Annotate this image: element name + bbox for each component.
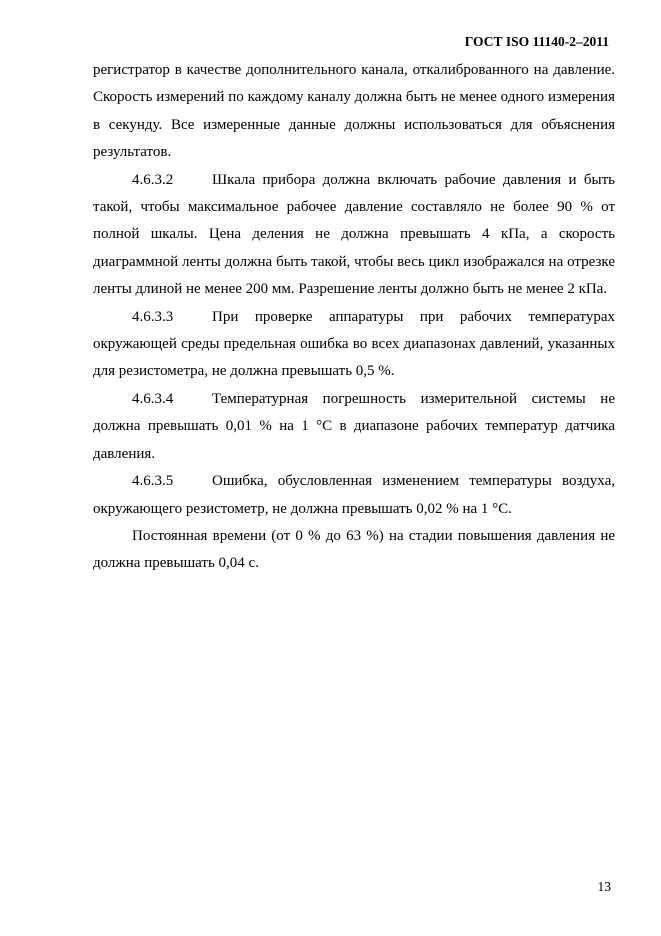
paragraph-continuation [93,57,615,167]
paragraph-text: Постоянная времени (от 0 % до 63 %) на стадии повышения давления не должна превышать 0,04 с. [93,527,615,572]
clause-4-6-3-2 [93,167,615,304]
clause-number: 4.6.3.3 [132,308,174,325]
standard-designation: ГОСТ ISO 11140-2–2011 [464,34,609,49]
paragraph-text: При проверке аппаратуры при рабочих температурах окружающей среды предельная ошибка во всех диапазонах давлений, указанных для резистометра, не должна превышать 0,5 %. [93,308,615,380]
clause-number: 4.6.3.2 [132,171,174,188]
paragraph-time-constant [93,523,615,578]
paragraph-text: Температурная погрешность измерительной системы не должна превышать 0,01 % на 1 °С в диапазоне рабочих температур датчика давления. [93,390,615,462]
clause-4-6-3-3 [93,304,615,386]
clause-4-6-3-4 [93,386,615,468]
document-body [93,57,615,578]
clause-4-6-3-5 [93,468,615,523]
clause-number: 4.6.3.5 [132,473,174,490]
page-number: 13 [597,879,611,894]
paragraph-text: регистратор в качестве дополнительного канала, откалиброванного на давление. Скорость измерений по каждому каналу должна быть не менее одного измерения в секунду. Все измеренные данные должны использоваться для объяснения результатов. [93,62,615,161]
paragraph-text: Ошибка, обусловленная изменением температуры воздуха, окружающего резистометр, не должна превышать 0,02 % на 1 °С. [93,473,615,517]
document-header [465,34,609,50]
paragraph-text: Шкала прибора должна включать рабочие давления и быть такой, чтобы максимальное рабочее давление составляло не более 90 % от полной шкалы. Цена деления не должна превышать 4 кПа, а скорость диаграммной ленты должна быть такой, чтобы весь цикл изображался на отрезке ленты длиной не менее 200 мм. Разрешение ленты должно быть не менее 2 кПа. [93,171,615,298]
clause-number: 4.6.3.4 [132,390,174,407]
